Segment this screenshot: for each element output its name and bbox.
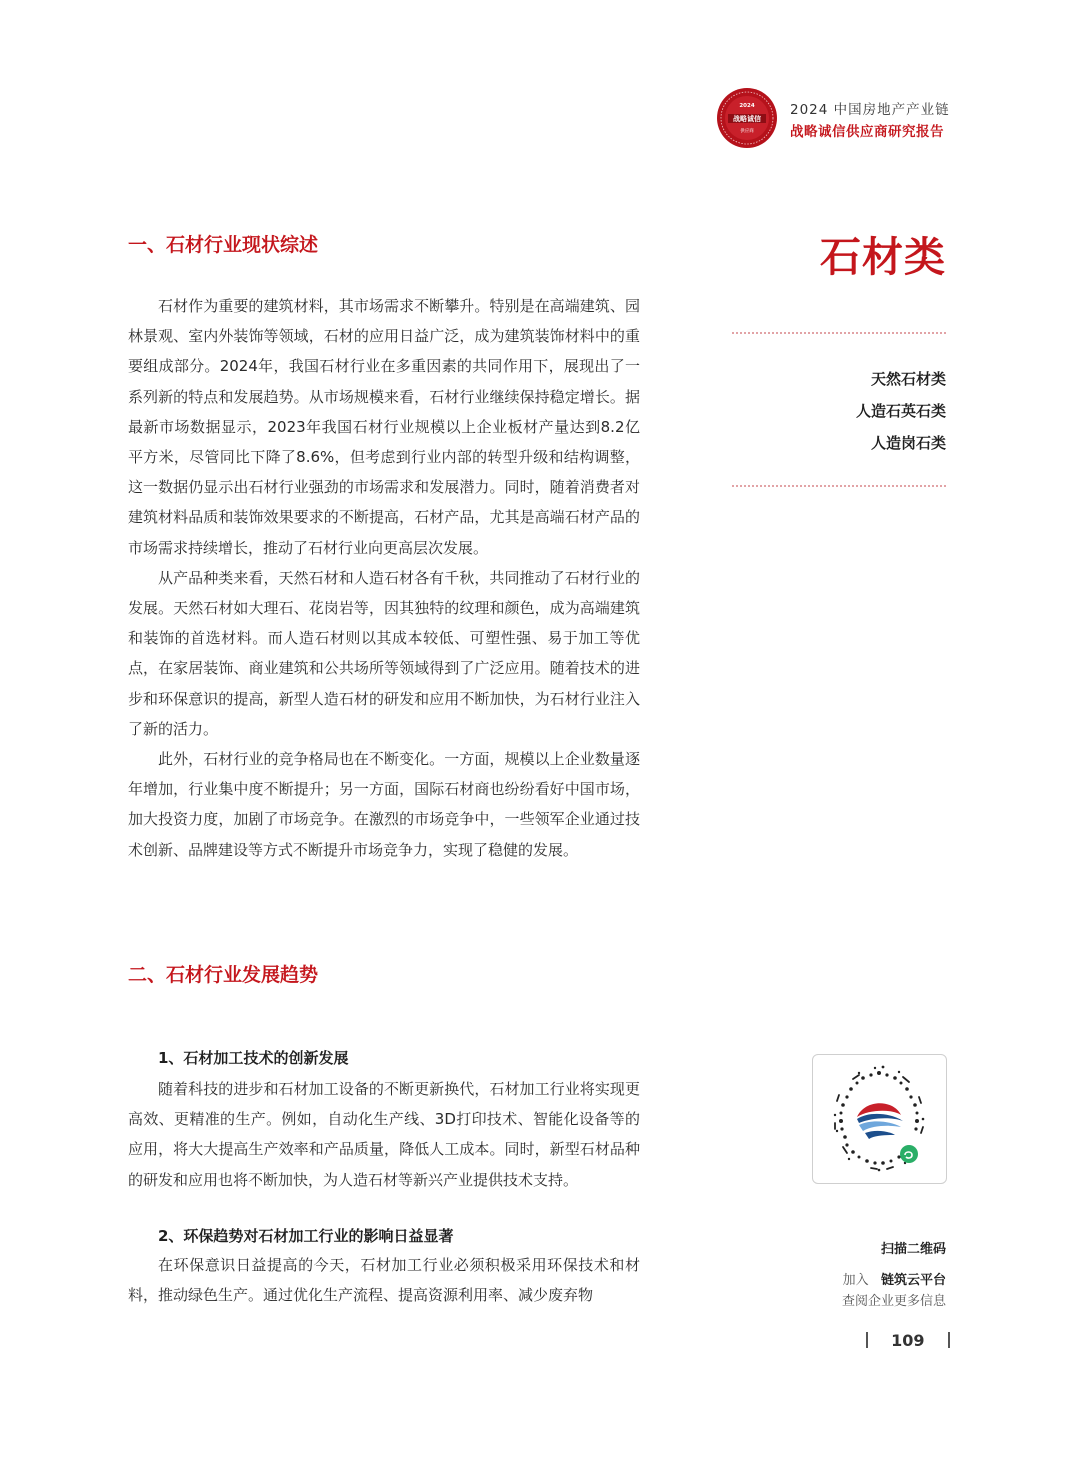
category-divider-top [732,332,946,334]
qr-code-card[interactable] [812,1054,947,1184]
report-series-title: 2024 中国房地产产业链 [790,102,950,118]
subcategory-item: 人造石英石类 [855,402,946,420]
seal-main-text: 战略诚信 [733,115,761,123]
seal-bottom-text: 供应商 [740,129,754,134]
page-number-bar-left [866,1332,868,1348]
qr-caption-more: 查阅企业更多信息 [841,1294,946,1309]
report-seal-logo [716,87,778,149]
seal-year: 2024 [739,103,755,109]
subsection-2-title: 2、环保趋势对石材加工行业的影响日益显著 [158,1227,454,1245]
wechat-mini-program-qr-icon[interactable] [813,1055,946,1183]
subsection-1-title: 1、石材加工技术的创新发展 [158,1049,349,1067]
page-number [866,1331,948,1350]
body-paragraph: 随着科技的进步和石材加工设备的不断更新换代，石材加工行业将实现更高效、更精准的生产。例如，自动化生产线、3D打印技术、智能化设备等的应用，将大大提高生产效率和产品质量，降低人工成本。同时，新型石材品种的研发和应用也将不断加快，为人造石材等新兴产业提供技术支持。 [128,1080,640,1189]
section-1-title: 一、石材行业现状综述 [128,234,319,256]
page-number-bar-right [948,1332,950,1348]
body-paragraph: 石材作为重要的建筑材料，其市场需求不断攀升。特别是在高端建筑、园林景观、室内外装饰等领域，石材的应用日益广泛，成为建筑装饰材料中的重要组成部分。2024年，我国石材行业在多重因素的共同作用下，展现出了一系列新的特点和发展趋势。从市场规模来看，石材行业继续保持稳定增长。据最新市场数据显示，2023年我国石材行业规模以上企业板材产量达到8.2亿平方米，尽管同比下降了8.6%，但考虑到行业内部的转型升级和结构调整，这一数据仍显示出石材行业强劲的市场需求和发展潜力。同时，随着消费者对建筑材料品质和装饰效果要求的不断提高，石材产品，尤其是高端石材产品的市场需求持续增长，推动了石材行业向更高层次发展。 [128,297,640,557]
report-title: 战略诚信供应商研究报告 [790,124,944,140]
qr-caption-join-line [843,1269,946,1288]
section-2-title: 二、石材行业发展趋势 [128,964,319,986]
subsection-2-body [128,1250,640,1310]
body-paragraph: 在环保意识日益提高的今天，石材加工行业必须积极采用环保技术和材料，推动绿色生产。通过优化生产流程、提高资源利用率、减少废弃物 [128,1256,640,1305]
body-paragraph: 此外，石材行业的竞争格局也在不断变化。一方面，规模以上企业数量逐年增加，行业集中度不断提升；另一方面，国际石材商也纷纷看好中国市场，加大投资力度，加剧了市场竞争。在激烈的市场竞争中，一些领军企业通过技术创新、品牌建设等方式不断提升市场竞争力，实现了稳健的发展。 [128,750,640,859]
body-paragraph: 从产品种类来看，天然石材和人造石材各有千秋，共同推动了石材行业的发展。天然石材如大理石、花岗岩等，因其独特的纹理和颜色，成为高端建筑和装饰的首选材料。而人造石材则以其成本较低、可塑性强、易于加工等优点，在家居装饰、商业建筑和公共场所等领域得到了广泛应用。随着技术的进步和环保意识的提高，新型人造石材的研发和应用不断加快，为石材行业注入了新的活力。 [128,568,640,738]
page-number-value: 109 [891,1331,925,1350]
qr-caption-title: 扫描二维码 [880,1242,946,1257]
section-1-body [128,291,640,865]
qr-caption-join: 加入 [842,1273,869,1288]
qr-caption-platform: 链筑云平台 [880,1273,946,1288]
subcategory-item: 人造岗石类 [870,434,946,452]
subcategory-item: 天然石材类 [870,370,946,388]
category-divider-bottom [732,485,946,487]
subsection-1-body [128,1074,640,1195]
category-title: 石材类 [820,233,946,281]
